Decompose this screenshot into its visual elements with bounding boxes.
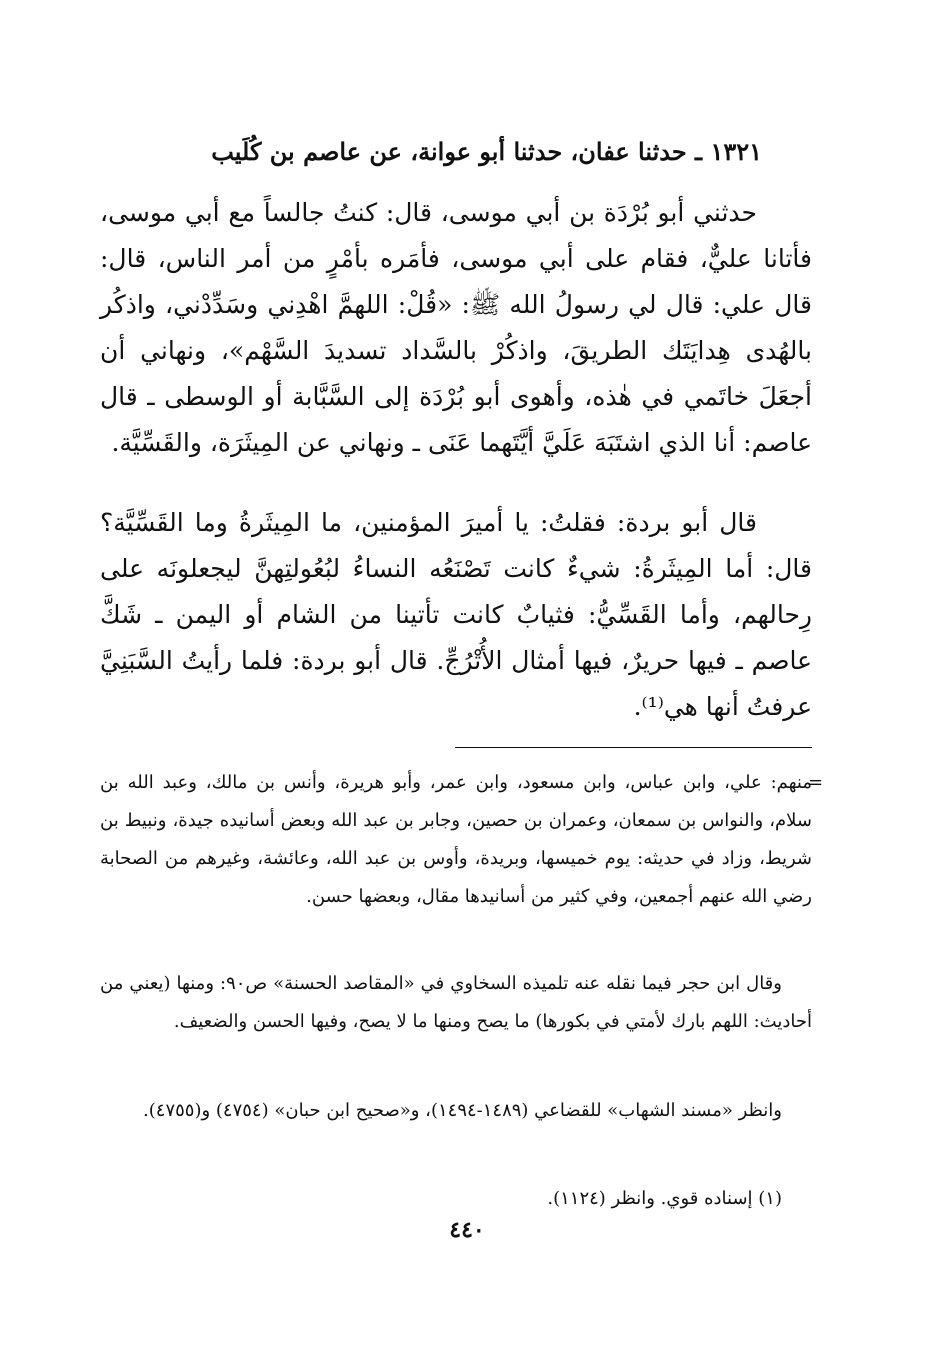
footnote-see-also: وانظر «مسند الشهاب» للقضاعي (١٤٨٩-١٤٩٤)، و«صحيح ابن حبان» (٤٧٥٤) و(٤٧٥٥). — [143, 1100, 782, 1121]
page-number: ٤٤٠ — [449, 1217, 485, 1243]
footnote-ibn-hajar-quote: وقال ابن حجر فيما نقله عنه تلميذه السخاوي في «المقاصد الحسنة» ص٩٠: ومنها (يعني من أحاديث: اللهم بارك لأمتي في بكورها) ما يصح ومنها ما لا يصح، وفيها الحسن والضعيف. — [100, 973, 812, 1032]
footnote-continuation-mark: = — [808, 772, 824, 793]
hadith-paragraph-2: قال أبو بردة: فقلتُ: يا أميرَ المؤمنين، ما المِيثَرةُ وما القَسِّيَّة؟ قال: أما المِيثَرةُ: شيءٌ كانت تَصْنَعُه النساءُ لبُعُولتِهنَّ ليجعلونَه على رِحالهم، وأما القَسِّيُّ: فثيابٌ كانت تأتينا من الشام أو اليمن ـ شَكَّ عاصم ـ فيها حريرٌ، فيها أمثال الأُتْرُجِّ. قال أبو بردة: فلما رأيتُ السَّبَنِيَّ عرفتُ أنها هي⁽¹⁾. — [100, 508, 812, 721]
hadith-paragraph-1: حدثني أبو بُرْدَة بن أبي موسى، قال: كنتُ جالساً مع أبي موسى، فأتانا عليٌّ، فقام على أبي موسى، فأمَره بأمْرٍ من أمر الناس، قال: قال علي: قال لي رسولُ الله ﷺ: «قُلْ: اللهمَّ اهْدِني وسَدِّدْني، واذكُر بالهُدى هِدايَتَك الطريقَ، واذكُرْ بالسَّداد تسديدَ السَّهْم»، ونهاني أن أجعَلَ خاتَمي في هٰذه، وأهوى أبو بُرْدَة إلى السَّبَّابة أو الوسطى ـ قال عاصم: أنا الذي اشتَبَهَ عَلَيَّ أيَّتَهما عَنَى ـ ونهاني عن المِيثَرَة، والقَسِّيَّة. — [100, 198, 812, 457]
footnote-1: (١) إسناده قوي. وانظر (١١٢٤). — [547, 1188, 782, 1209]
footnote-continued-text: منهم: علي، وابن عباس، وابن مسعود، وابن عمر، وأبو هريرة، وأنس بن مالك، وعبد الله بن سلام، والنواس بن سمعان، وعمران بن حصين، وجابر بن عبد الله وبعض أسانيده جيدة، ونبيط بن شريط، وزاد في حديثه: يوم خميسها، وبريدة، وأوس بن عبد الله، وعائشة، وغيرهم من الصحابة رضي الله عنهم أجمعين، وفي كثير من أسانيدها مقال، وبعضها حسن. — [100, 772, 812, 907]
hadith-heading: ١٣٢١ ـ حدثنا عفان، حدثنا أبو عوانة، عن عاصم بن كُلَيب — [211, 137, 762, 166]
footnote-separator-rule — [455, 747, 812, 748]
